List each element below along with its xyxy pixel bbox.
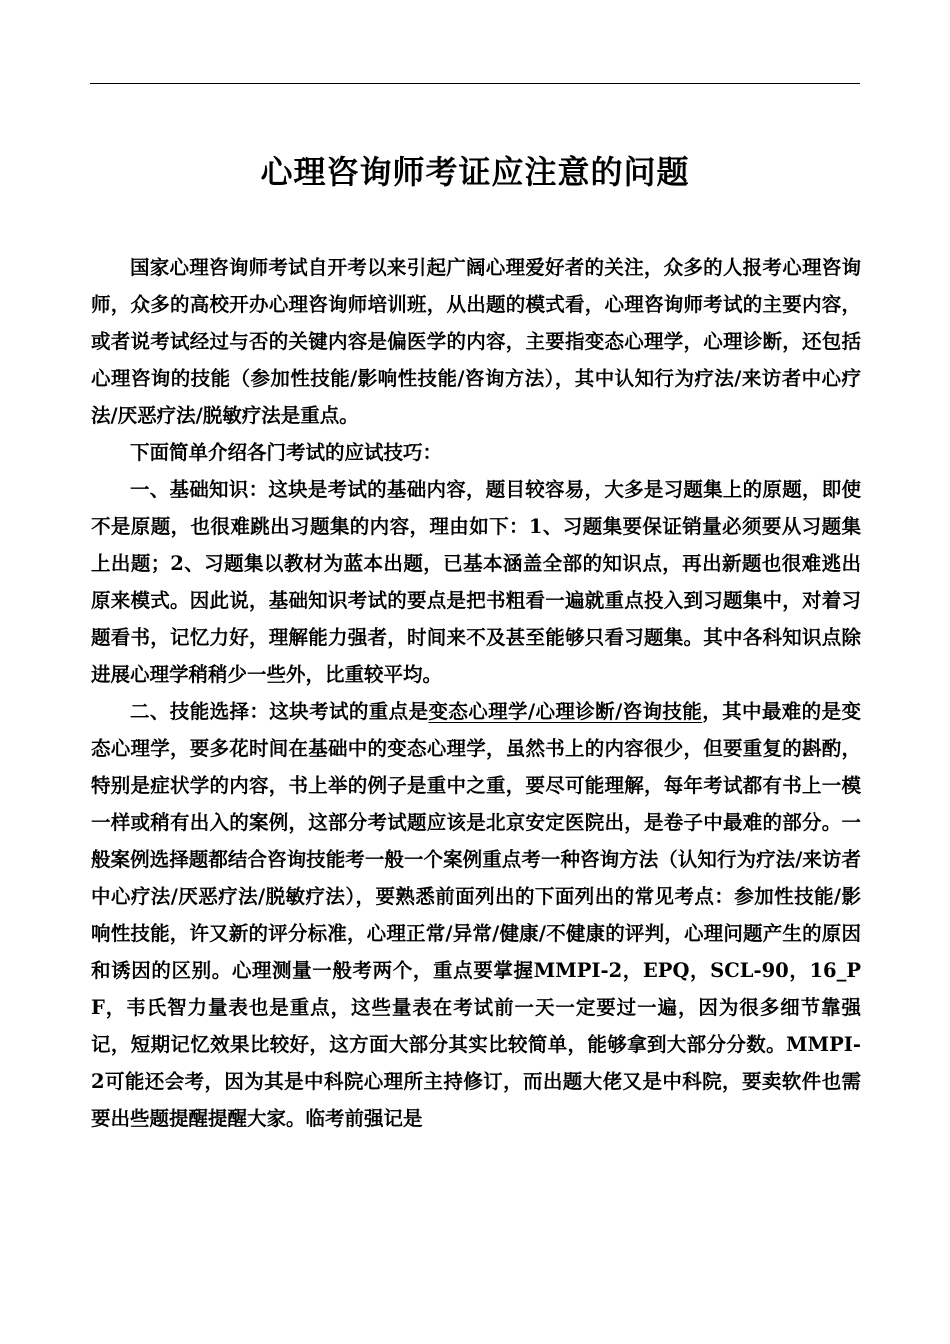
paragraph-basic-knowledge: 一、基础知识：这块是考试的基础内容，题目较容易，大多是习题集上的原题，即使不是原题，也很难跳出习题集的内容，理由如下：1、习题集要保证销量必须要从习题集上出题；2、习题集以教材为蓝本出题，已基本涵盖全部的知识点，再出新题也很难逃出原来模式。因此说，基础知识考试的要点是把书粗看一遍就重点投入到习题集中，对着习题看书，记忆力好，理解能力强者，时间来不及甚至能够只看习题集。其中各科知识点除进展心理学稍稍少一些外，比重较平均。 [91, 478, 861, 686]
document-body [91, 249, 861, 1137]
document-title: 心理咨询师考证应注意的问题 [260, 153, 690, 192]
paragraph-skill-choice [91, 693, 861, 1137]
header-rule [90, 83, 860, 84]
skill-choice-lead-text: 二、技能选择：这块考试的重点是 [130, 700, 429, 723]
skill-choice-body-text: ，其中最难的是变态心理学，要多花时间在基础中的变态心理学，虽然书上的内容很少，但要重复的斟酌，特别是症状学的内容，书上举的例子是重中之重，要尽可能理解，每年考试都有书上一模一样或稍有出入的案例，这部分考试题应该是北京安定医院出，是卷子中最难的部分。一般案例选择题都结合咨询技能考一般一个案例重点考一种咨询方法（认知行为疗法/来访者中心疗法/厌恶疗法/脱敏疗法），要熟悉前面列出的下面列出的常见考点：参加性技能/影响性技能，许又新的评分标准，心理正常/异常/健康/不健康的评判，心理问题产生的原因和诱因的区别。心理测量一般考两个，重点要掌握MMPI-2，EPQ，SCL-90，16_PF，韦氏智力量表也是重点，这些量表在考试前一天一定要过一遍，因为很多细节靠强记，短期记忆效果比较好，这方面大部分其实比较简单，能够拿到大部分分数。MMPI-2可能还会考，因为其是中科院心理所主持修订，而出题大佬又是中科院，要卖软件也需要出些题提醒提醒大家。临考前强记是 [91, 700, 861, 1130]
paragraph-intro: 国家心理咨询师考试自开考以来引起广阔心理爱好者的关注，众多的人报考心理咨询师，众多的高校开办心理咨询师培训班，从出题的模式看，心理咨询师考试的主要内容，或者说考试经过与否的关键内容是偏医学的内容，主要指变态心理学，心理诊断，还包括心理咨询的技能（参加性技能/影响性技能/咨询方法），其中认知行为疗法/来访者中心疗法/厌恶疗法/脱敏疗法是重点。 [91, 256, 861, 427]
skill-choice-underlined-text: 变态心理学/心理诊断/咨询技能 [428, 700, 703, 723]
paragraph-tips-intro: 下面简单介绍各门考试的应试技巧： [130, 441, 443, 464]
